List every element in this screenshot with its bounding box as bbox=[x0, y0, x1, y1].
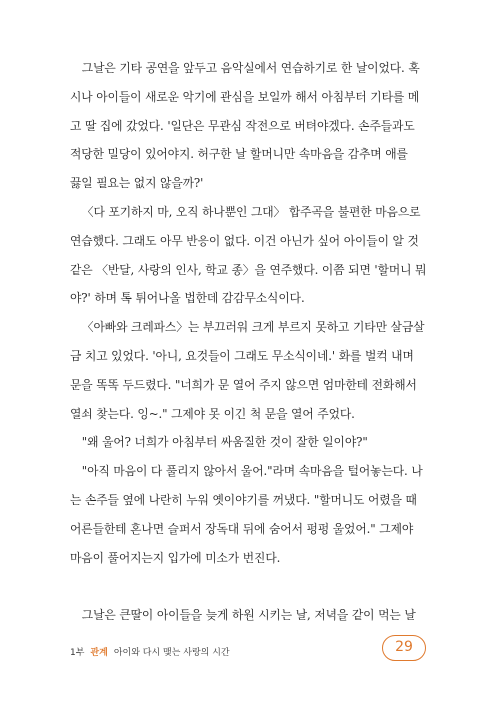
body-line: 〈아빠와 크레파스〉는 부끄러워 크게 부르지 못하고 기타만 살금살 bbox=[81, 320, 425, 335]
body-line: 연습했다. 그래도 아무 반응이 없다. 이건 아닌가 싶어 아이들이 알 것 bbox=[70, 233, 419, 248]
body-line: 그날은 기타 공연을 앞두고 음악실에서 연습하기로 한 날이었다. 혹 bbox=[81, 61, 420, 75]
running-footer bbox=[70, 645, 230, 658]
footer-section: 관계 bbox=[90, 648, 108, 658]
body-line: 는 손주들 옆에 나란히 누워 옛이야기를 꺼냈다. "할머니도 어렸을 때 bbox=[70, 492, 417, 507]
body-line: "아직 마음이 다 풀리지 않아서 울어."라며 속마음을 털어놓는다. 나 bbox=[81, 464, 423, 479]
body-line: 같은 〈반달, 사랑의 인사, 학교 종〉을 연주했다. 이쯤 되면 '할머니 뭐 bbox=[70, 262, 427, 277]
body-line: 〈다 포기하지 마, 오직 하나뿐인 그대〉 합주곡을 불편한 마음으로 bbox=[81, 204, 421, 219]
footer-title: 아이와 다시 맺는 사랑의 시간 bbox=[113, 648, 230, 658]
body-line: 그날은 큰딸이 아이들을 늦게 하원 시키는 날, 저녁을 같이 먹는 날 bbox=[81, 608, 416, 623]
body-line: 금 치고 있었다. '아니, 요것들이 그래도 무소식이네.' 화를 벌컥 내며 bbox=[70, 348, 414, 363]
body-line: 열쇠 찾는다. 잉~." 그제야 못 이긴 척 문을 열어 주었다. bbox=[70, 406, 355, 421]
body-text bbox=[70, 54, 430, 630]
body-line: 문을 똑똑 두드렸다. "너희가 문 열어 주지 않으면 엄마한테 전화해서 bbox=[70, 377, 417, 392]
body-line: 시나 아이들이 새로운 악기에 관심을 보일까 해서 아침부터 기타를 메 bbox=[70, 89, 420, 104]
body-line: 고 딸 집에 갔었다. '일단은 무관심 작전으로 버텨야겠다. 손주들과도 bbox=[70, 118, 415, 133]
body-line: 마음이 풀어지는지 입가에 미소가 번진다. bbox=[70, 550, 281, 565]
footer-part: 1부 bbox=[70, 648, 85, 658]
paragraph-gap bbox=[70, 572, 430, 601]
body-line: 어른들한테 혼나면 슬퍼서 장독대 뒤에 숨어서 펑펑 울었어." 그제야 bbox=[70, 521, 414, 536]
body-line: 끓일 필요는 없지 않을까?' bbox=[70, 176, 204, 191]
body-line: 야?' 하며 톡 튀어나올 법한데 감감무소식이다. bbox=[70, 291, 305, 306]
body-line: "왜 울어? 너희가 아침부터 싸움질한 것이 잘한 일이야?" bbox=[81, 435, 368, 450]
body-line: 적당한 밀당이 있어야지. 허구한 날 할머니만 속마음을 감추며 애를 bbox=[70, 147, 408, 162]
page-number: 29 bbox=[382, 635, 426, 661]
